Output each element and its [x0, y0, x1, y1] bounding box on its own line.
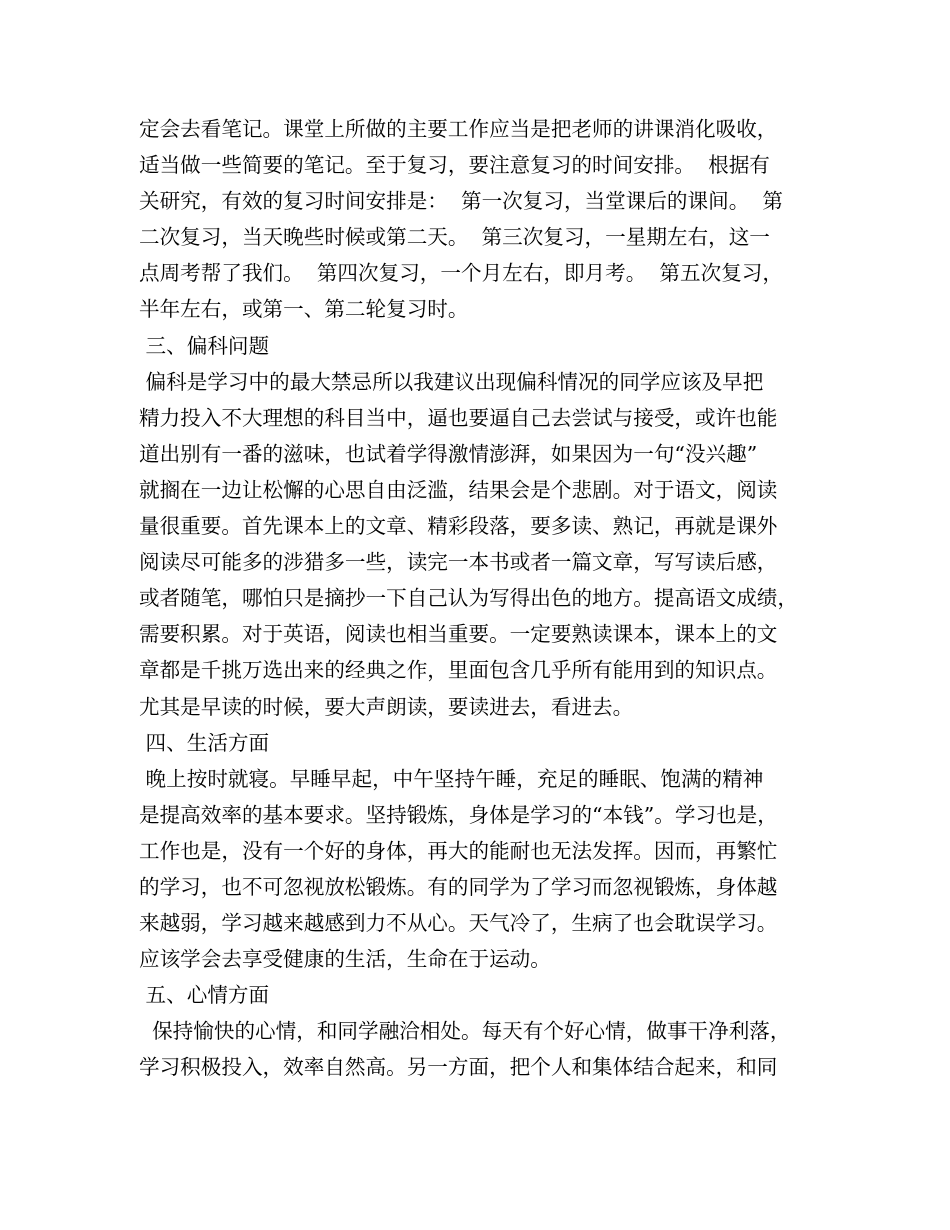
text-line: 半年左右，或第一、第二轮复习时。 — [139, 297, 469, 322]
text-line: 来越弱，学习越来越感到力不从心。天气冷了，生病了也会耽误学习。 — [139, 911, 778, 936]
text-line: 需要积累。对于英语，阅读也相当重要。一定要熟读课本，课本上的文 — [139, 622, 778, 647]
text-line: 应该学会去享受健康的生活，生命在于运动。 — [139, 947, 551, 972]
text-line: 学习积极投入，效率自然高。另一方面，把个人和集体结合起来，和同 — [139, 1055, 778, 1080]
text-line: 保持愉快的心情，和同学融洽相处。每天有个好心情，做事干净利落， — [139, 1019, 791, 1044]
text-line: 适当做一些简要的笔记。至于复习，要注意复习的时间安排。 根据有 — [139, 153, 770, 178]
section-heading: 四、生活方面 — [139, 730, 270, 755]
text-line: 点周考帮了我们。 第四次复习，一个月左右，即月考。 第五次复习， — [139, 261, 783, 286]
document-body — [139, 111, 829, 1086]
text-line: 晚上按时就寝。早睡早起，中午坚持午睡，充足的睡眠、饱满的精神 — [139, 766, 764, 791]
text-line: 二次复习，当天晚些时候或第二天。 第三次复习，一星期左右，这一 — [139, 225, 770, 250]
text-line: 定会去看笔记。课堂上所做的主要工作应当是把老师的讲课消化吸收， — [139, 117, 778, 141]
text-line: 或者随笔，哪怕只是摘抄一下自己认为写得出色的地方。提高语文成绩， — [139, 586, 798, 611]
section-heading: 五、心情方面 — [139, 983, 270, 1008]
text-line: 尤其是早读的时候，要大声朗读，要读进去，看进去。 — [139, 694, 634, 719]
text-line: 工作也是，没有一个好的身体，再大的能耐也无法发挥。因而，再繁忙 — [139, 838, 778, 863]
text-line: 是提高效率的基本要求。坚持锻炼，身体是学习的“本钱”。学习也是， — [139, 802, 778, 827]
text-line: 阅读尽可能多的涉猎多一些，读完一本书或者一篇文章，写写读后感， — [139, 550, 778, 575]
text-line: 偏科是学习中的最大禁忌所以我建议出现偏科情况的同学应该及早把 — [139, 369, 764, 394]
text-line: 的学习，也不可忽视放松锻炼。有的同学为了学习而忽视锻炼，身体越 — [139, 874, 778, 899]
text-line: 精力投入不大理想的科目当中，逼也要逼自己去尝试与接受，或许也能 — [139, 405, 778, 430]
text-line: 量很重要。首先课本上的文章、精彩段落，要多读、熟记，再就是课外 — [139, 514, 778, 539]
section-heading: 三、偏科问题 — [139, 333, 270, 358]
text-line: 道出别有一番的滋味，也试着学得激情澎湃，如果因为一句“没兴趣” — [139, 441, 758, 466]
text-line: 就搁在一边让松懈的心思自由泛滥，结果会是个悲剧。对于语文，阅读 — [139, 477, 778, 502]
text-line: 关研究，有效的复习时间安排是： 第一次复习，当堂课后的课间。 第 — [139, 189, 783, 214]
text-line: 章都是千挑万选出来的经典之作，里面包含几乎所有能用到的知识点。 — [139, 658, 778, 683]
